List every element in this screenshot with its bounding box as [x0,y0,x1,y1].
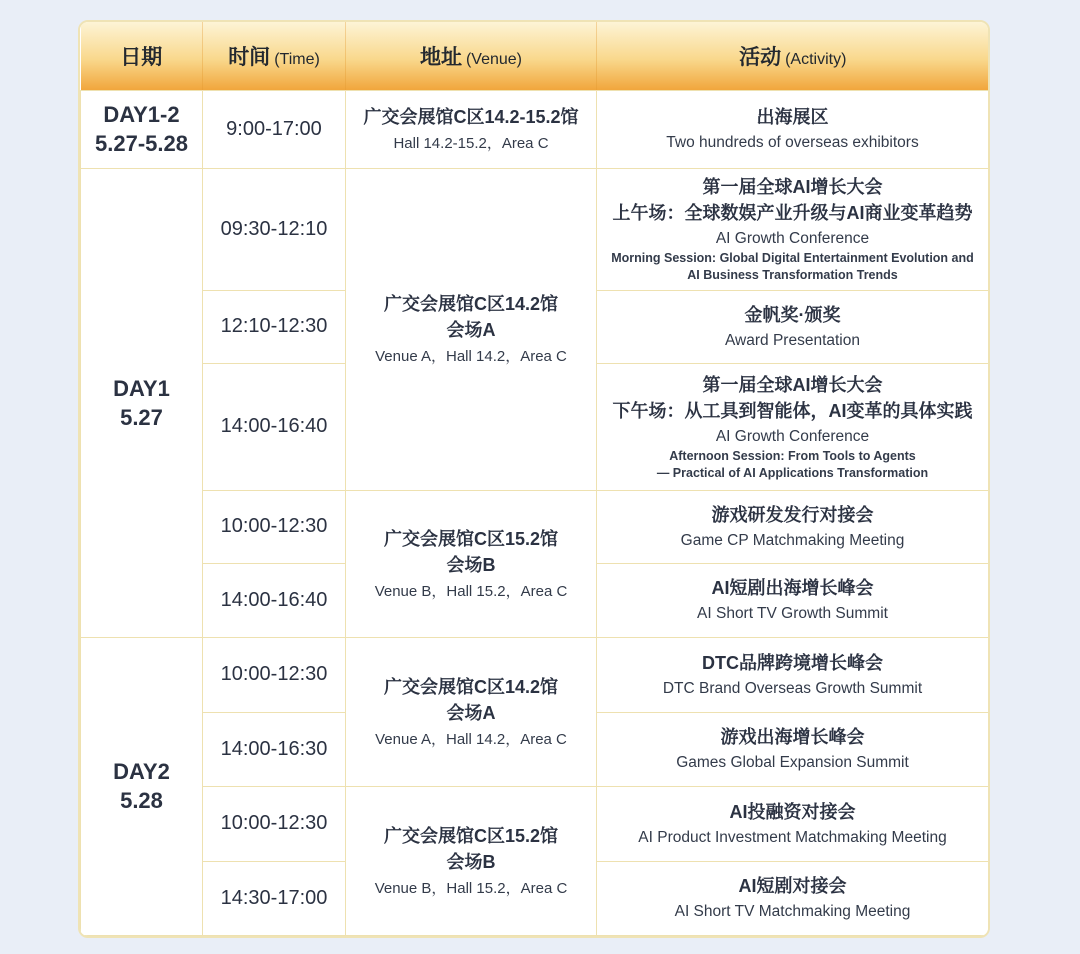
time-cell: 14:00-16:30 [203,712,346,786]
time-cell: 10:00-12:30 [203,637,346,712]
activity-title-zh: AI短剧对接会 [738,876,847,896]
activity-title-zh: 第一届全球AI增长大会 [702,374,883,395]
venue-name-zh: 广交会展馆C区14.2馆 [383,294,559,314]
activity-subtitle-en2: AI Business Transformation Trends [687,268,898,282]
activity-subtitle-zh: 上午场：全球数娱产业升级与AI商业变革趋势 [612,203,973,223]
activity-title-en: AI Growth Conference [715,230,870,247]
header-venue-zh: 地址 [419,45,462,69]
venue-hall-zh: 会场B [446,554,496,575]
header-date-zh: 日期 [120,45,163,69]
header-date [81,22,203,90]
table-row [81,90,989,168]
activity-title-en: Two hundreds of overseas exhibitors [666,134,919,151]
header-activity-en: (Activity) [785,50,847,68]
table-row [81,786,989,861]
venue-cell [346,490,597,637]
date-line2: 5.27-5.28 [95,131,188,156]
header-venue-en: (Venue) [465,50,523,68]
venue-name-zh: 广交会展馆C区14.2-15.2馆 [363,107,579,127]
venue-name-zh: 广交会展馆C区14.2馆 [383,676,559,697]
date-line2: 5.28 [120,788,163,813]
header-venue [346,22,597,90]
table-row [81,637,989,712]
activity-title-zh: DTC品牌跨境增长峰会 [702,652,883,673]
time-cell: 10:00-12:30 [203,490,346,563]
activity-cell [597,490,989,563]
table-row [81,168,989,290]
activity-cell [597,712,989,786]
venue-cell [346,637,597,786]
venue-hall-zh: 会场A [446,320,496,340]
activity-subtitle-en: Morning Session: Global Digital Entertainment Evolution and [611,251,974,265]
venue-name-en: Venue B，Hall 15.2，Area C [374,879,568,897]
activity-title-en: AI Growth Conference [715,427,870,445]
activity-subtitle-en: Afternoon Session: From Tools to Agents [669,448,916,463]
header-activity-zh: 活动 [739,45,782,69]
time-cell: 10:00-12:30 [203,786,346,861]
header-time [203,22,346,90]
activity-cell [597,861,989,935]
activity-title-zh: 游戏出海增长峰会 [720,727,865,747]
time-cell: 12:10-12:30 [203,290,346,363]
time-cell: 09:30-12:10 [203,168,346,290]
activity-cell [597,637,989,712]
activity-title-zh: AI短剧出海增长峰会 [711,578,874,598]
venue-cell [346,90,597,168]
activity-title-en: AI Short TV Matchmaking Meeting [674,903,911,920]
activity-subtitle-en2: — Practical of AI Applications Transformation [656,465,929,480]
activity-title-en: Award Presentation [725,331,860,349]
activity-cell [597,363,989,490]
venue-name-en: Venue A，Hall 14.2，Area C [375,348,567,365]
time-cell: 9:00-17:00 [203,90,346,168]
activity-cell [597,90,989,168]
schedule-table [78,20,990,938]
activity-subtitle-zh: 下午场：从工具到智能体，AI变革的具体实践 [612,400,973,421]
venue-name-zh: 广交会展馆C区15.2馆 [383,825,559,846]
date-cell-day2 [81,637,203,935]
date-line1: DAY1 [113,375,170,401]
time-cell: 14:00-16:40 [203,563,346,637]
activity-title-en: AI Short TV Growth Summit [697,605,888,622]
header-time-zh: 时间 [228,45,271,69]
date-line1: DAY1-2 [103,102,180,127]
venue-hall-zh: 会场B [446,851,496,872]
venue-name-en: Venue A，Hall 14.2，Area C [375,730,567,748]
date-cell-day1-2 [81,90,203,168]
date-cell-day1 [81,168,203,637]
activity-title-zh: 金帆奖·颁奖 [744,304,841,325]
activity-title-en: Games Global Expansion Summit [676,754,909,771]
venue-cell [346,168,597,490]
activity-cell [597,786,989,861]
activity-cell [597,168,989,290]
header-row [81,22,989,90]
venue-name-en: Venue B，Hall 15.2，Area C [374,582,568,600]
activity-title-zh: 游戏研发发行对接会 [711,504,874,525]
venue-hall-zh: 会场A [446,702,496,723]
activity-title-zh: AI投融资对接会 [729,801,856,822]
date-line1: DAY2 [113,759,170,784]
table-row [81,490,989,563]
time-cell: 14:00-16:40 [203,363,346,490]
time-cell: 14:30-17:00 [203,861,346,935]
venue-cell [346,786,597,935]
venue-name-zh: 广交会展馆C区15.2馆 [383,528,559,549]
activity-title-en: AI Product Investment Matchmaking Meeting [638,828,947,846]
venue-name-en: Hall 14.2-15.2，Area C [393,135,549,152]
activity-title-zh: 第一届全球AI增长大会 [702,177,883,197]
date-line2: 5.27 [120,404,163,430]
activity-title-en: Game CP Matchmaking Meeting [680,531,905,549]
header-time-en: (Time) [274,50,320,68]
activity-cell [597,290,989,363]
activity-title-en: DTC Brand Overseas Growth Summit [662,679,923,697]
activity-title-zh: 出海展区 [756,107,829,127]
activity-cell [597,563,989,637]
header-activity [597,22,989,90]
